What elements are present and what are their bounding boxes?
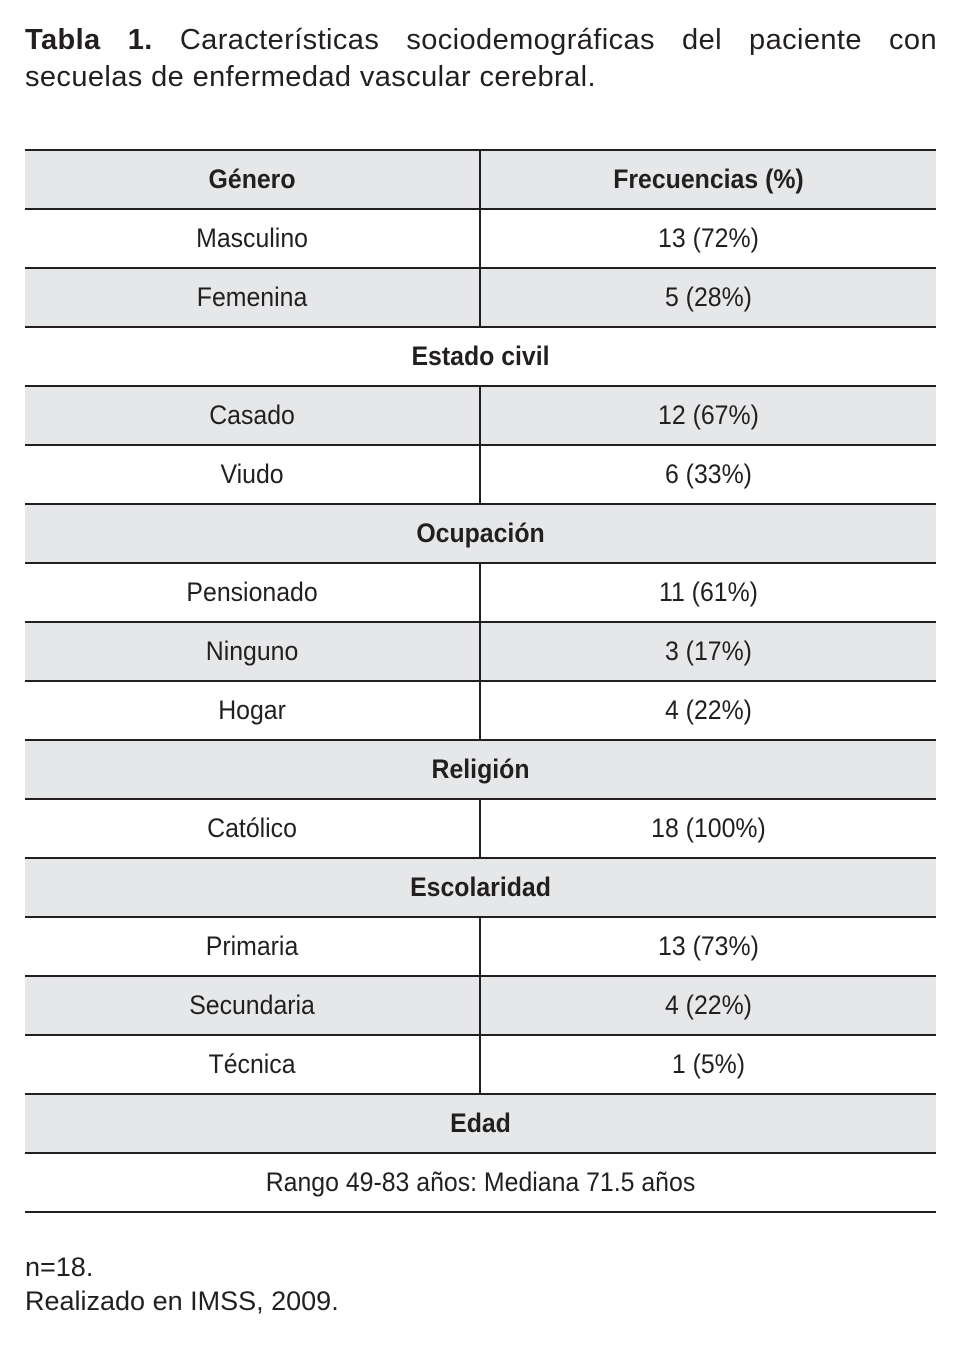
- row-label: Secundaria: [43, 976, 462, 1035]
- row-label: Viudo: [43, 445, 462, 504]
- row-value: 13 (72%): [498, 209, 918, 268]
- section-heading-row: [25, 504, 936, 563]
- table-row: [25, 1153, 936, 1212]
- table-row: [25, 209, 936, 268]
- section-heading-estado-civil: Estado civil: [61, 327, 899, 386]
- table-row: [25, 268, 936, 327]
- table-row: [25, 622, 936, 681]
- section-heading-escolaridad: Escolaridad: [61, 858, 899, 917]
- table-row: [25, 681, 936, 740]
- section-heading-row: [25, 858, 936, 917]
- row-value: 4 (22%): [498, 681, 918, 740]
- row-label: Técnica: [43, 1035, 462, 1094]
- table-row: [25, 976, 936, 1035]
- row-label: Femenina: [43, 268, 462, 327]
- row-label: Pensionado: [43, 563, 462, 622]
- row-label: Ninguno: [43, 622, 462, 681]
- section-heading-ocupacion: Ocupación: [61, 504, 899, 563]
- table-row: [25, 799, 936, 858]
- table-row: [25, 917, 936, 976]
- section-heading-edad: Edad: [61, 1094, 899, 1153]
- section-heading-row: [25, 740, 936, 799]
- row-value: 12 (67%): [498, 386, 918, 445]
- table-row: [25, 445, 936, 504]
- table-footnotes: [25, 1250, 339, 1318]
- row-value: 11 (61%): [498, 563, 918, 622]
- row-label: Casado: [43, 386, 462, 445]
- row-value: 6 (33%): [498, 445, 918, 504]
- section-heading-row: [25, 327, 936, 386]
- table-row: [25, 1035, 936, 1094]
- table-header-row: [25, 150, 936, 209]
- sociodemographic-table: [25, 149, 936, 1213]
- table-caption: [25, 22, 937, 96]
- row-value: 5 (28%): [498, 268, 918, 327]
- row-value: 1 (5%): [498, 1035, 918, 1094]
- header-frecuencias: Frecuencias (%): [498, 150, 918, 209]
- table-row: [25, 386, 936, 445]
- row-label: Hogar: [43, 681, 462, 740]
- header-genero: Género: [43, 150, 462, 209]
- row-value: 4 (22%): [498, 976, 918, 1035]
- row-value: 3 (17%): [498, 622, 918, 681]
- table-row: [25, 563, 936, 622]
- age-summary: Rango 49-83 años: Mediana 71.5 años: [61, 1153, 899, 1212]
- row-value: 13 (73%): [498, 917, 918, 976]
- row-label: Católico: [43, 799, 462, 858]
- table-title-text: Características sociodemográficas del paciente con secuelas de enfermedad vascular cerebral.: [25, 24, 937, 93]
- table-number-label: Tabla 1.: [25, 24, 153, 56]
- section-heading-religion: Religión: [61, 740, 899, 799]
- sample-size-note: n=18.: [25, 1252, 94, 1282]
- row-label: Masculino: [43, 209, 462, 268]
- row-value: 18 (100%): [498, 799, 918, 858]
- section-heading-row: [25, 1094, 936, 1153]
- row-label: Primaria: [43, 917, 462, 976]
- source-note: Realizado en IMSS, 2009.: [25, 1286, 339, 1316]
